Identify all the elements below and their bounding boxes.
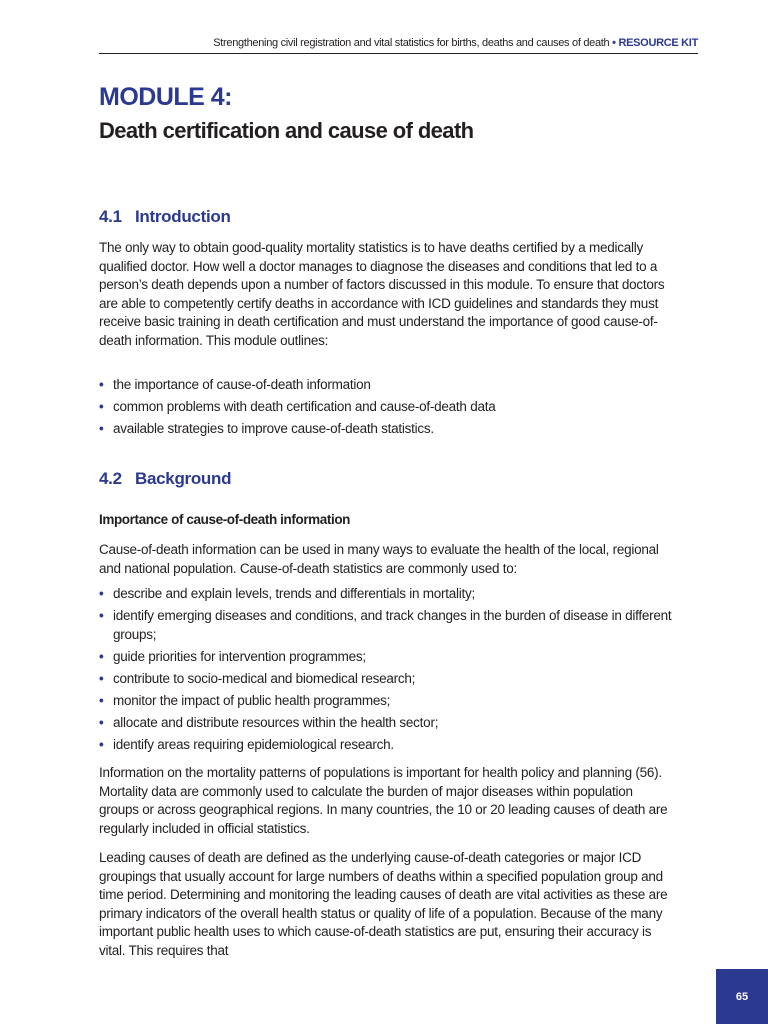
page-number: 65 (735, 990, 749, 1003)
list-item: • allocate and distribute resources within the health sector; (99, 714, 674, 733)
bullet-icon: • (99, 737, 104, 753)
list-item: • identify emerging diseases and conditions, and track changes in the burden of disease in different groups; (99, 608, 672, 642)
subheading-importance: Importance of cause-of-death information (99, 512, 351, 527)
mortality-patterns-paragraph: Information on the mortality patterns of populations is important for health policy and planning (56). Mortality data are commonly used to calculate the burden of major diseases within population groups or across geographical regions. In many countries, the 10 or 20 leading causes of death are regularly included in official statistics. (99, 765, 668, 836)
bullet-icon: • (99, 692, 104, 708)
header-separator: • (612, 37, 616, 49)
section-title: Background (135, 469, 232, 488)
list-item: • available strategies to improve cause-of-death statistics. (99, 420, 674, 439)
list-item: • monitor the impact of public health programmes; (99, 692, 674, 711)
module-title: Death certification and cause of death (99, 118, 474, 143)
list-item: • contribute to socio-medical and biomedical research; (99, 670, 674, 689)
section-number: 4.1 (99, 207, 122, 226)
bullet-icon: • (99, 608, 104, 624)
section-title: Introduction (135, 207, 231, 226)
leading-causes-paragraph: Leading causes of death are defined as the underlying cause-of-death categories or major ICD groupings that usually account for large numbers of deaths within a specified population group and time period. Determining and monitoring the leading causes of death are vital activities as these are primary indicators of the overall health status or quality of life of a population. Because of the many important public health uses to which cause-of-death statistics are put, ensuring their accuracy is vital. This requires that (99, 850, 668, 958)
page-number-tab (716, 969, 768, 1024)
running-header (99, 37, 698, 54)
intro-outline-list (99, 376, 674, 442)
list-item: • describe and explain levels, trends and differentials in mortality; (99, 585, 674, 604)
section-heading-introduction (99, 207, 231, 227)
bullet-icon: • (99, 377, 104, 392)
section-heading-background (99, 469, 231, 489)
resource-kit-label: RESOURCE KIT (618, 37, 698, 49)
list-item: • the importance of cause-of-death information (99, 376, 674, 395)
section-number: 4.2 (99, 469, 122, 488)
running-title: Strengthening civil registration and vital statistics for births, deaths and causes of death (213, 37, 610, 49)
background-intro-paragraph: Cause-of-death information can be used in many ways to evaluate the health of the local, regional and national population. Cause-of-death statistics are commonly used to: (99, 542, 659, 576)
bullet-icon: • (99, 399, 104, 415)
bullet-icon: • (99, 714, 104, 730)
intro-paragraph: The only way to obtain good-quality mortality statistics is to have deaths certified by a medically qualified doctor. How well a doctor manages to diagnose the diseases and conditions that led to a person’s death depends upon a number of factors discussed in this module. To ensure that doctors are able to competently certify deaths in accordance with ICD guidelines and standards they must receive basic training in death certification and must understand the importance of good cause-of-death information. This module outlines: (99, 240, 665, 348)
list-item: • guide priorities for intervention programmes; (99, 648, 674, 667)
bullet-icon: • (99, 648, 104, 664)
bullet-icon: • (99, 586, 104, 601)
bullet-icon: • (99, 670, 104, 686)
list-item: • common problems with death certification and cause-of-death data (99, 398, 674, 417)
uses-list (99, 585, 674, 758)
list-item: • identify areas requiring epidemiological research. (99, 736, 674, 755)
bullet-icon: • (99, 421, 104, 437)
module-number: MODULE 4: (99, 83, 232, 111)
